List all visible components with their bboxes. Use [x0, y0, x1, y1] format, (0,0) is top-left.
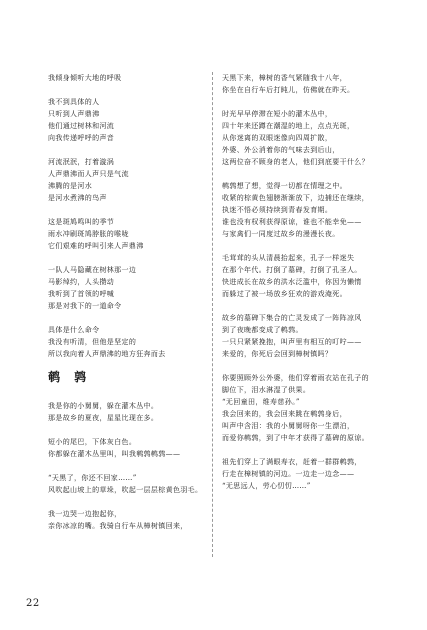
- stanza: [48, 508, 206, 532]
- poem-line: 执迷不悟必须持续到青春发育期。: [222, 206, 333, 214]
- poem-line: 他们通过树林和河流: [48, 122, 115, 130]
- poem-line: 而躲过了被一场放乡狂欢的游戏淹死。: [222, 290, 347, 298]
- stanza-gap: [48, 144, 206, 156]
- poem-line: 时光早早停滞在短小的灌木丛中，: [222, 110, 333, 118]
- poem-line: 你要照顾外公外婆，他们穿着雨衣站在孔子的: [222, 374, 369, 382]
- poem-line: 快进成长在故乡的洪水泛滥中，你因为懒惰: [222, 278, 362, 286]
- poem-line: 叫声中含泪：我的小舅舅呀你一生漂泊，: [222, 422, 355, 430]
- poem-line: 我会回来的，我会回来跳在鹌鹑身后，: [222, 410, 347, 418]
- poem-line: “无思远人，劳心忉忉……”: [222, 482, 311, 490]
- poem-line: 你都躲在灌木丛里叫，叫我鹌鹑鹌鹑——: [48, 450, 181, 458]
- poem-line: 我没有听清，但他是坚定的: [48, 338, 137, 346]
- poem-line: 风吹起山坡上的草垛，吹起一层层棕黄色羽毛。: [48, 486, 203, 494]
- stanza-gap: [222, 300, 398, 312]
- poem-line: “天黑了，你还不回家……”: [48, 474, 137, 482]
- poem-line: 谁也没有权利获得原谅，谁也不能幸免——: [222, 218, 362, 226]
- poem-line: 河流泯泯，打着漩涡: [48, 158, 115, 166]
- poem-line: 一只只紧紧挽抱，叫声里有相互的叮咛——: [222, 338, 362, 346]
- stanza: [48, 96, 206, 144]
- stanza-gap: [48, 460, 206, 472]
- stanza-gap: [48, 312, 206, 324]
- stanza: [48, 436, 206, 460]
- poem-line: 是河水煮沸的鸟声: [48, 194, 107, 202]
- poem-line: 那是故乡的夏夜，星星比现在多。: [48, 414, 159, 422]
- poem-line: 我倾身倾听大地的呼吸: [48, 74, 122, 82]
- poem-line: 而爱你鹌鹑，到了中年才获得了墓碑的原谅。: [222, 434, 369, 442]
- poem-line: 到了夜晚都变成了鹌鹑。: [222, 326, 303, 334]
- stanza-gap: [222, 360, 398, 372]
- poem-line: 你坐在自行车后打盹儿，仿佛就在昨天。: [222, 86, 355, 94]
- stanza: [222, 108, 398, 168]
- poem-line: 短小的尾巴，下体灰白色。: [48, 438, 137, 446]
- left-column: [48, 72, 206, 532]
- stanza-gap: [222, 240, 398, 252]
- right-column: [222, 72, 398, 492]
- stanza: [48, 400, 206, 424]
- poem-line: 毛茸茸的头从清晨抬起来，孔子一样迷失: [222, 254, 355, 262]
- stanza: [48, 72, 206, 84]
- poem-line: 外婆、外公消着你的气味去到后山，: [222, 146, 340, 154]
- poem-line: 亲你冰凉的嘴。我骑自行车从樟树镇回来，: [48, 522, 188, 530]
- stanza: [222, 312, 398, 360]
- poem-title: 鹌 鹑: [48, 370, 92, 384]
- stanza-gap: [48, 84, 206, 96]
- poem-line: 我是你的小舅舅，躲在灌木丛中。: [48, 402, 159, 410]
- page-number: 22: [26, 598, 40, 609]
- poem-line: 鹌鹑想了想，觉得一切都在情理之中。: [222, 182, 347, 190]
- poem-line: 沸腾的是河水: [48, 182, 93, 190]
- poem-line: 所以我向着人声鼎沸的地方狂奔而去: [48, 350, 166, 358]
- stanza: [222, 456, 398, 492]
- poem-line: 故乡的墓碑下集合的亡灵发成了一阵阵凉风: [222, 314, 362, 322]
- stanza-gap: [222, 96, 398, 108]
- stanza-gap: [222, 168, 398, 180]
- poem-line: 雨水冲刷斑鸠脖胀的喉咙: [48, 230, 129, 238]
- poem-line: 这是斑鸠鸣叫的季节: [48, 218, 115, 226]
- poem-line: 我不到具体的人: [48, 98, 100, 106]
- stanza: [222, 72, 398, 96]
- stanza-gap: [48, 424, 206, 436]
- poem-line: 四十年来还蹲在潮湿的地上，点点光斑，: [222, 122, 355, 130]
- poem-line: 祖先们穿上了满眼寿衣，赶着一群群鹌鹑，: [222, 458, 362, 466]
- poem-line: 与家禽们一同度过故乡的漫漫长夜。: [222, 230, 340, 238]
- poem-line: 我一边哭一边抱起你，: [48, 510, 122, 518]
- stanza-gap: [48, 204, 206, 216]
- poem-line: 来爱的，你死后会回到樟树镇吗？: [222, 350, 333, 358]
- stanza: [222, 252, 398, 300]
- poem-line: 马影绰约，人头攒动: [48, 278, 115, 286]
- stanza: [48, 472, 206, 496]
- stanza: [222, 180, 398, 240]
- poem-line: 我听到了首领的呼喊: [48, 290, 115, 298]
- poem-line: 天黑下来，樟树的香气紧随我十八年，: [222, 74, 347, 82]
- poem-line: 行走在樟树镇的河边。一边走一边念——: [222, 470, 355, 478]
- stanza: [48, 156, 206, 204]
- poem-line: 它们艰难的呼叫引来人声鼎沸: [48, 242, 144, 250]
- poem-line: 从你迷离的双眼迷像向四周扩散，: [222, 134, 333, 142]
- poem-line: “无回童田，维寿慈孙。”: [222, 398, 300, 406]
- poem-line: 具体是什么命令: [48, 326, 100, 334]
- stanza: [48, 216, 206, 252]
- poem-line: 那是对我下的一道命令: [48, 302, 122, 310]
- poem-line: 向我传递呼呼的声音: [48, 134, 115, 142]
- stanza-gap: [48, 252, 206, 264]
- stanza: [48, 264, 206, 312]
- poem-line: 脚位下，泪水淋湿了供果。: [222, 386, 311, 394]
- poem-line: 收紧的棕黄色翅膀渐渐放下，边捕还在继续，: [222, 194, 369, 202]
- stanza-gap: [48, 496, 206, 508]
- stanza: [222, 372, 398, 444]
- poem-line: 这两位奋不顾身的老人，他们到底要干什么？: [222, 158, 369, 166]
- poem-line: 在那个年代。打倒了墓碑，打倒了孔圣人。: [222, 266, 362, 274]
- stanza: [48, 324, 206, 360]
- poem-line: 只听到人声鼎沸: [48, 110, 100, 118]
- poem-line: 人声鼎沸而人声只是气流: [48, 170, 129, 178]
- column-divider: [212, 72, 213, 557]
- poem-line: 一队人马隐藏在树林那一边: [48, 266, 137, 274]
- stanza-gap: [222, 444, 398, 456]
